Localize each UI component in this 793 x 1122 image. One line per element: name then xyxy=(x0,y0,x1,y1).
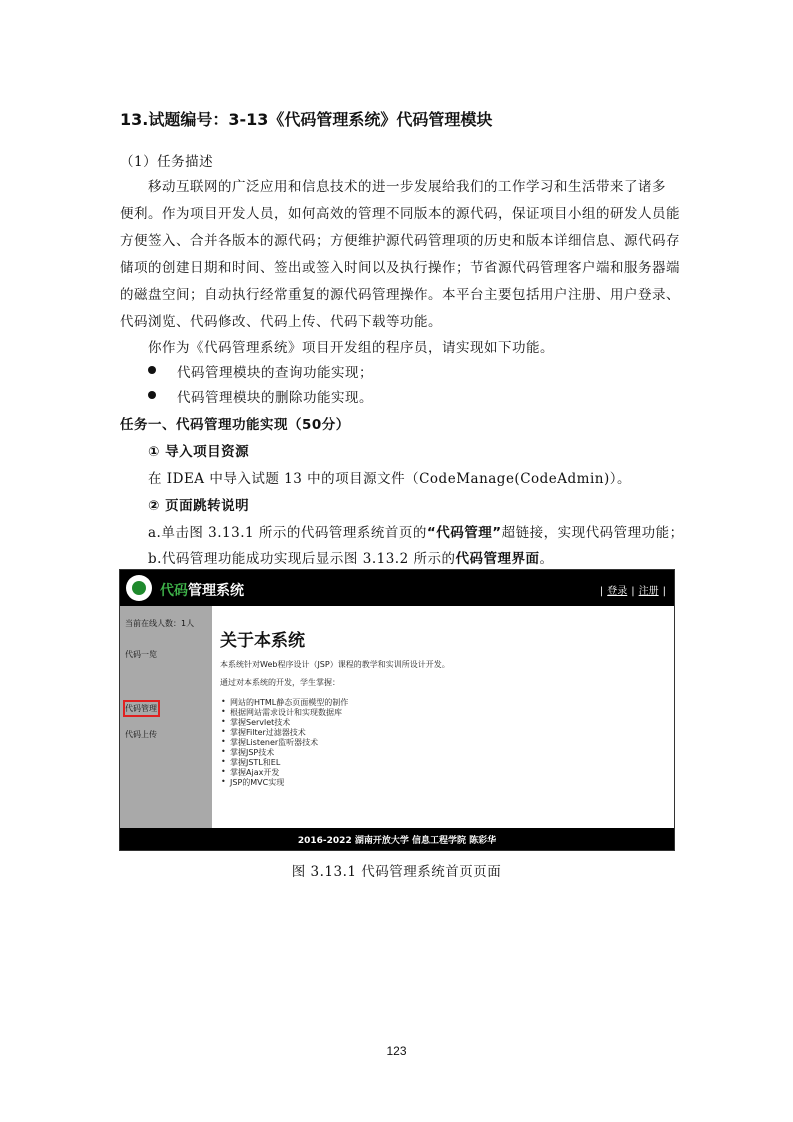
bullet-icon xyxy=(148,366,156,374)
desc-line: 的磁盘空间；自动执行经常重复的源代码管理操作。本平台主要包括用户注册、用户登录、 xyxy=(120,287,680,303)
bullet-item: 代码管理模块的查询功能实现； xyxy=(177,365,373,381)
system-homepage-screenshot xyxy=(119,569,675,851)
import-instruction: 在 IDEA 中导入试题 13 中的项目源文件（CodeManage(CodeAdmin)）。 xyxy=(148,471,632,487)
list-item: • 掌握Ajax开发 xyxy=(230,767,279,778)
nav-line-a xyxy=(148,521,684,541)
list-item: • JSP的MVC实现 xyxy=(230,777,284,788)
page-number: 123 xyxy=(386,1044,407,1058)
sidebar-item-code-list[interactable]: 代码一览 xyxy=(125,650,157,659)
figure-caption: 图 3.13.1 代码管理系统首页页面 xyxy=(291,864,502,880)
login-link[interactable]: 登录 xyxy=(607,586,628,597)
sidebar-item-code-upload[interactable]: 代码上传 xyxy=(125,730,157,739)
app-logo-icon xyxy=(126,575,152,601)
bullet-item: 代码管理模块的删除功能实现。 xyxy=(177,390,373,406)
nav-line-b-pre: b.代码管理功能成功实现后显示图 3.13.2 所示的 xyxy=(148,551,456,567)
list-item: • 掌握Filter过滤器技术 xyxy=(230,727,306,738)
list-item: • 根据网站需求设计和实现数据库 xyxy=(230,707,342,718)
nav-line-a-pre: a.单击图 3.13.1 所示的代码管理系统首页的 xyxy=(148,525,427,541)
subheading-import: ① 导入项目资源 xyxy=(148,444,250,460)
sidebar xyxy=(120,606,212,828)
main-content xyxy=(212,606,674,828)
register-link[interactable]: 注册 xyxy=(638,586,659,597)
intro-text: 本系统针对Web程序设计（JSP）课程的教学和实训所设计开发。 xyxy=(220,660,450,669)
subheading-navigation: ② 页面跳转说明 xyxy=(148,498,250,514)
about-heading: 关于本系统 xyxy=(220,631,305,651)
online-count: 当前在线人数：1人 xyxy=(125,619,195,628)
nav-line-a-post: 超链接，实现代码管理功能； xyxy=(501,525,684,541)
desc-line: 便利。作为项目开发人员，如何高效的管理不同版本的源代码，保证项目小组的研发人员能 xyxy=(120,206,680,222)
list-item: • 掌握Servlet技术 xyxy=(230,717,290,728)
app-title-rest: 管理系统 xyxy=(188,583,244,599)
app-title-highlight: 代码 xyxy=(160,583,188,599)
bullet-icon xyxy=(148,391,156,399)
task-heading: 任务一、代码管理功能实现（50分） xyxy=(120,417,350,433)
sidebar-item-code-manage[interactable]: 代码管理 xyxy=(125,704,157,713)
list-item: • 掌握JSTL和EL xyxy=(230,757,280,768)
header-links: | 登录 | 注册 | xyxy=(599,586,666,597)
learn-text: 通过对本系统的开发，学生掌握： xyxy=(220,678,340,687)
question-title: 13.试题编号：3-13《代码管理系统》代码管理模块 xyxy=(120,110,493,129)
list-item: • 掌握Listener监听器技术 xyxy=(230,737,318,748)
desc-line: 移动互联网的广泛应用和信息技术的进一步发展给我们的工作学习和生活带来了诸多 xyxy=(148,179,666,195)
desc-line: 代码浏览、代码修改、代码上传、代码下载等功能。 xyxy=(120,314,442,330)
list-item: • 网站的HTML静态页面模型的制作 xyxy=(230,697,348,708)
app-title xyxy=(160,580,244,600)
nav-line-b-bold: 代码管理界面 xyxy=(455,551,540,567)
nav-line-b xyxy=(148,547,553,567)
list-item: • 掌握JSP技术 xyxy=(230,747,274,758)
footer-text: 2016-2022 湖南开放大学 信息工程学院 陈彩华 xyxy=(297,836,497,846)
nav-line-a-bold: “代码管理” xyxy=(426,525,502,541)
nav-line-b-post: 。 xyxy=(539,551,554,567)
desc-line: 方便签入、合并各版本的源代码；方便维护源代码管理项的历史和版本详细信息、源代码存 xyxy=(120,233,680,249)
role-line: 你作为《代码管理系统》项目开发组的程序员，请实现如下功能。 xyxy=(148,340,554,356)
section-task-description: （1）任务描述 xyxy=(120,154,214,170)
app-header xyxy=(120,570,674,606)
desc-line: 储项的创建日期和时间、签出或签入时间以及执行操作；节省源代码管理客户端和服务器端 xyxy=(120,260,680,276)
app-footer xyxy=(120,828,674,850)
